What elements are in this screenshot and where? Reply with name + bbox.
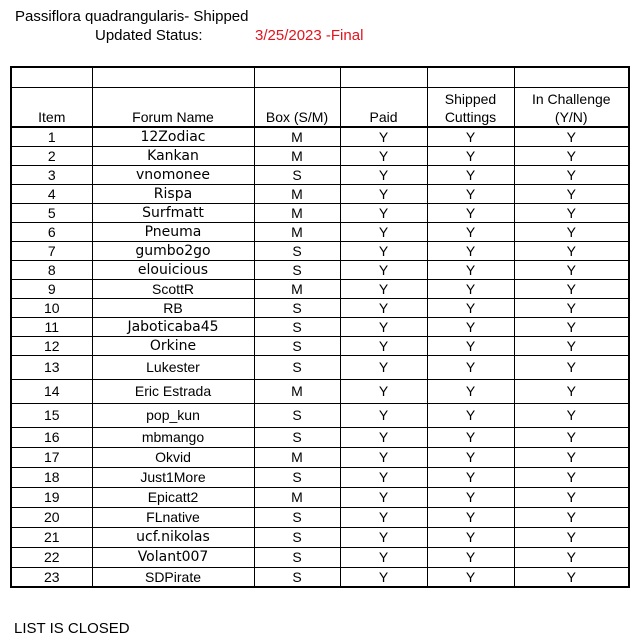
box-size: M xyxy=(254,127,340,146)
box-size: M xyxy=(254,379,340,403)
blank-cell xyxy=(254,67,340,88)
paid-status: Y xyxy=(340,203,427,222)
item-number: 15 xyxy=(11,403,92,427)
paid-status: Y xyxy=(340,317,427,336)
shipped-status: Y xyxy=(427,427,514,447)
paid-status: Y xyxy=(340,336,427,355)
challenge-status: Y xyxy=(514,298,629,317)
blank-cell xyxy=(11,67,92,88)
table-row xyxy=(11,279,629,298)
challenge-status: Y xyxy=(514,487,629,507)
shipped-status: Y xyxy=(427,547,514,567)
table-row xyxy=(11,355,629,379)
item-number: 7 xyxy=(11,241,92,260)
table-row xyxy=(11,427,629,447)
document-title: Passiflora quadrangularis- Shipped xyxy=(15,8,249,25)
table-row xyxy=(11,567,629,587)
box-size: M xyxy=(254,184,340,203)
forum-name: Surfmatt xyxy=(92,203,254,222)
header-shipped-line1: Shipped xyxy=(444,91,497,107)
forum-name: ucf.nikolas xyxy=(92,527,254,547)
box-size: S xyxy=(254,567,340,587)
box-size: S xyxy=(254,355,340,379)
box-size: M xyxy=(254,222,340,241)
item-number: 6 xyxy=(11,222,92,241)
paid-status: Y xyxy=(340,222,427,241)
item-number: 13 xyxy=(11,355,92,379)
forum-name: Pneuma xyxy=(92,222,254,241)
paid-status: Y xyxy=(340,241,427,260)
paid-status: Y xyxy=(340,427,427,447)
shipped-status: Y xyxy=(427,379,514,403)
shipping-table xyxy=(10,66,630,588)
box-size: S xyxy=(254,467,340,487)
shipped-status: Y xyxy=(427,403,514,427)
challenge-status: Y xyxy=(514,355,629,379)
forum-name: Orkine xyxy=(92,336,254,355)
table-row xyxy=(11,165,629,184)
box-size: S xyxy=(254,317,340,336)
challenge-status: Y xyxy=(514,403,629,427)
item-number: 10 xyxy=(11,298,92,317)
blank-cell xyxy=(427,67,514,88)
paid-status: Y xyxy=(340,527,427,547)
table-row xyxy=(11,184,629,203)
paid-status: Y xyxy=(340,447,427,467)
forum-name: vnomonee xyxy=(92,165,254,184)
header-challenge xyxy=(514,88,629,128)
item-number: 3 xyxy=(11,165,92,184)
item-number: 8 xyxy=(11,260,92,279)
list-closed-note: LIST IS CLOSED xyxy=(14,620,130,637)
item-number: 5 xyxy=(11,203,92,222)
box-size: M xyxy=(254,487,340,507)
table-row xyxy=(11,260,629,279)
challenge-status: Y xyxy=(514,222,629,241)
table-row xyxy=(11,146,629,165)
status-value: 3/25/2023 -Final xyxy=(255,27,364,44)
table-row xyxy=(11,127,629,146)
item-number: 23 xyxy=(11,567,92,587)
header-challenge-line2: (Y/N) xyxy=(554,109,588,125)
paid-status: Y xyxy=(340,507,427,527)
challenge-status: Y xyxy=(514,527,629,547)
table-row xyxy=(11,487,629,507)
paid-status: Y xyxy=(340,379,427,403)
shipped-status: Y xyxy=(427,467,514,487)
item-number: 16 xyxy=(11,427,92,447)
shipped-status: Y xyxy=(427,336,514,355)
shipped-status: Y xyxy=(427,567,514,587)
header-box: Box (S/M) xyxy=(254,88,340,128)
forum-name: pop_kun xyxy=(92,403,254,427)
paid-status: Y xyxy=(340,165,427,184)
item-number: 19 xyxy=(11,487,92,507)
table-row xyxy=(11,547,629,567)
shipped-status: Y xyxy=(427,184,514,203)
box-size: S xyxy=(254,298,340,317)
header-paid: Paid xyxy=(340,88,427,128)
forum-name: Lukester xyxy=(92,355,254,379)
table-row xyxy=(11,203,629,222)
table-row xyxy=(11,447,629,467)
shipped-status: Y xyxy=(427,527,514,547)
table-row xyxy=(11,241,629,260)
box-size: S xyxy=(254,547,340,567)
forum-name: gumbo2go xyxy=(92,241,254,260)
item-number: 1 xyxy=(11,127,92,146)
blank-cell xyxy=(340,67,427,88)
challenge-status: Y xyxy=(514,279,629,298)
item-number: 11 xyxy=(11,317,92,336)
table-row xyxy=(11,222,629,241)
box-size: S xyxy=(254,165,340,184)
paid-status: Y xyxy=(340,184,427,203)
header-challenge-line1: In Challenge xyxy=(531,91,611,107)
blank-cell xyxy=(92,67,254,88)
challenge-status: Y xyxy=(514,507,629,527)
paid-status: Y xyxy=(340,279,427,298)
paid-status: Y xyxy=(340,403,427,427)
forum-name: ScottR xyxy=(92,279,254,298)
challenge-status: Y xyxy=(514,379,629,403)
forum-name: Eric Estrada xyxy=(92,379,254,403)
table-row xyxy=(11,379,629,403)
item-number: 9 xyxy=(11,279,92,298)
box-size: M xyxy=(254,203,340,222)
forum-name: SDPirate xyxy=(92,567,254,587)
table-row xyxy=(11,403,629,427)
header-forum-name: Forum Name xyxy=(92,88,254,128)
challenge-status: Y xyxy=(514,447,629,467)
header-shipped xyxy=(427,88,514,128)
shipped-status: Y xyxy=(427,279,514,298)
paid-status: Y xyxy=(340,567,427,587)
table-row xyxy=(11,507,629,527)
header-shipped-line2: Cuttings xyxy=(444,109,497,125)
paid-status: Y xyxy=(340,487,427,507)
shipped-status: Y xyxy=(427,127,514,146)
challenge-status: Y xyxy=(514,184,629,203)
box-size: M xyxy=(254,146,340,165)
paid-status: Y xyxy=(340,127,427,146)
shipped-status: Y xyxy=(427,447,514,467)
challenge-status: Y xyxy=(514,203,629,222)
paid-status: Y xyxy=(340,260,427,279)
challenge-status: Y xyxy=(514,336,629,355)
status-line xyxy=(95,27,364,45)
shipped-status: Y xyxy=(427,165,514,184)
challenge-status: Y xyxy=(514,260,629,279)
paid-status: Y xyxy=(340,547,427,567)
forum-name: Kankan xyxy=(92,146,254,165)
forum-name: Just1More xyxy=(92,467,254,487)
box-size: S xyxy=(254,403,340,427)
shipped-status: Y xyxy=(427,203,514,222)
blank-header-row xyxy=(11,67,629,88)
item-number: 14 xyxy=(11,379,92,403)
challenge-status: Y xyxy=(514,317,629,336)
header-item: Item xyxy=(11,88,92,128)
item-number: 4 xyxy=(11,184,92,203)
forum-name: Okvid xyxy=(92,447,254,467)
box-size: S xyxy=(254,427,340,447)
paid-status: Y xyxy=(340,298,427,317)
shipped-status: Y xyxy=(427,317,514,336)
table-body xyxy=(11,67,629,587)
box-size: M xyxy=(254,447,340,467)
item-number: 12 xyxy=(11,336,92,355)
forum-name: elouicious xyxy=(92,260,254,279)
item-number: 2 xyxy=(11,146,92,165)
shipped-status: Y xyxy=(427,222,514,241)
box-size: M xyxy=(254,279,340,298)
table-row xyxy=(11,467,629,487)
forum-name: mbmango xyxy=(92,427,254,447)
paid-status: Y xyxy=(340,467,427,487)
column-header-row xyxy=(11,88,629,128)
forum-name: Jaboticaba45 xyxy=(92,317,254,336)
table-row xyxy=(11,298,629,317)
item-number: 22 xyxy=(11,547,92,567)
forum-name: Rispa xyxy=(92,184,254,203)
table-row xyxy=(11,527,629,547)
challenge-status: Y xyxy=(514,427,629,447)
item-number: 21 xyxy=(11,527,92,547)
item-number: 17 xyxy=(11,447,92,467)
item-number: 20 xyxy=(11,507,92,527)
shipped-status: Y xyxy=(427,507,514,527)
shipped-status: Y xyxy=(427,298,514,317)
challenge-status: Y xyxy=(514,127,629,146)
challenge-status: Y xyxy=(514,146,629,165)
forum-name: Volant007 xyxy=(92,547,254,567)
shipped-status: Y xyxy=(427,487,514,507)
paid-status: Y xyxy=(340,355,427,379)
box-size: S xyxy=(254,527,340,547)
table-row xyxy=(11,317,629,336)
challenge-status: Y xyxy=(514,547,629,567)
forum-name: RB xyxy=(92,298,254,317)
challenge-status: Y xyxy=(514,165,629,184)
box-size: S xyxy=(254,260,340,279)
shipped-status: Y xyxy=(427,260,514,279)
box-size: S xyxy=(254,336,340,355)
challenge-status: Y xyxy=(514,567,629,587)
challenge-status: Y xyxy=(514,241,629,260)
box-size: S xyxy=(254,507,340,527)
shipped-status: Y xyxy=(427,241,514,260)
blank-cell xyxy=(514,67,629,88)
challenge-status: Y xyxy=(514,467,629,487)
shipped-status: Y xyxy=(427,355,514,379)
paid-status: Y xyxy=(340,146,427,165)
shipped-status: Y xyxy=(427,146,514,165)
item-number: 18 xyxy=(11,467,92,487)
table-row xyxy=(11,336,629,355)
forum-name: 12Zodiac xyxy=(92,127,254,146)
box-size: S xyxy=(254,241,340,260)
forum-name: Epicatt2 xyxy=(92,487,254,507)
status-label: Updated Status: xyxy=(95,27,203,44)
forum-name: FLnative xyxy=(92,507,254,527)
